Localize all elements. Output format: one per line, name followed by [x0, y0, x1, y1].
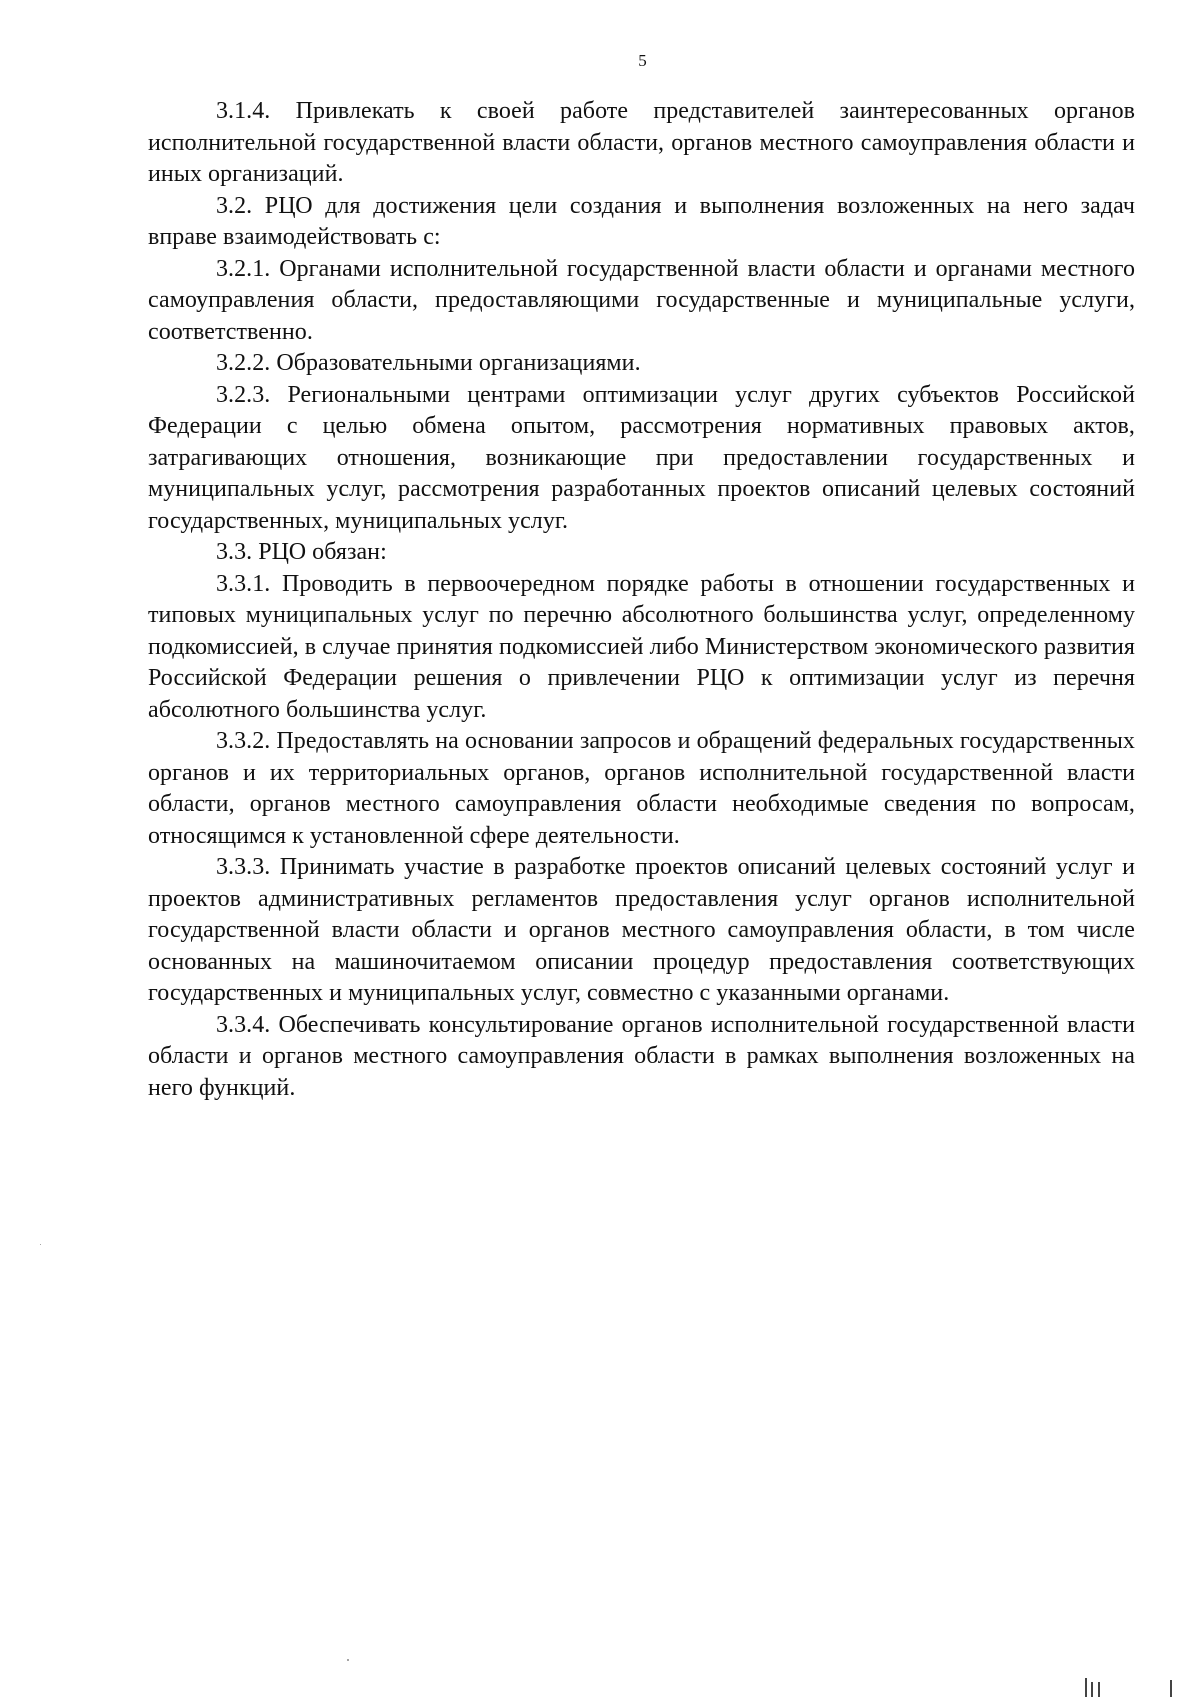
- scan-edge-mark: [1170, 1680, 1172, 1697]
- paragraph-3-2-3: 3.2.3. Региональными центрами оптимизации услуг других субъектов Российской Федерации с целью обмена опытом, рассмотрения нормативных правовых актов, затрагивающих отношения, возникающие при предоставлении государственных и муниципальных услуг, рассмотрения разработанных проектов описаний целевых состояний государственных, муниципальных услуг.: [148, 381, 1135, 534]
- scan-edge-mark: [1085, 1678, 1087, 1697]
- paragraph-3-3: 3.3. РЦО обязан:: [216, 539, 387, 565]
- paragraph-3-3-1: 3.3.1. Проводить в первоочередном порядке работы в отношении государственных и типовых муниципальных услуг по перечню абсолютного большинства услуг, определенному подкомиссией, в случае принятия подкомиссией либо Министерством экономического развития Российской Федерации решения о привлечении РЦО к оптимизации услуг из перечня абсолютного большинства услуг.: [148, 570, 1135, 723]
- paragraph-3-1-4: 3.1.4. Привлекать к своей работе представителей заинтересованных органов исполнительной государственной власти области, органов местного самоуправления области и иных организаций.: [148, 98, 1135, 187]
- scan-edge-mark: [1091, 1682, 1093, 1697]
- paragraph-3-2-2: 3.2.2. Образовательными организациями.: [216, 350, 641, 376]
- document-body: [148, 96, 1135, 1104]
- paragraph-3-3-3: 3.3.3. Принимать участие в разработке проектов описаний целевых состояний услуг и проектов административных регламентов предоставления услуг органов исполнительной государственной власти области и органов местного самоуправления области, в том числе основанных на машиночитаемом описании процедур предоставления соответствующих государственных и муниципальных услуг, совместно с указанными органами.: [148, 854, 1135, 1006]
- paragraph-3-3-2: 3.3.2. Предоставлять на основании запросов и обращений федеральных государственных органов и их территориальных органов, органов исполнительной государственной власти области, органов местного самоуправления области необходимые сведения по вопросам, относящимся к установленной сфере деятельности.: [148, 728, 1135, 849]
- page-number: 5: [638, 51, 647, 70]
- scan-edge-mark: [1098, 1682, 1100, 1697]
- scan-speck: [347, 1659, 349, 1661]
- paragraph-3-3-4: 3.3.4. Обеспечивать консультирование органов исполнительной государственной власти области и органов местного самоуправления области в рамках выполнения возложенных на него функций.: [148, 1011, 1135, 1101]
- paragraph-3-2-1: 3.2.1. Органами исполнительной государственной власти области и органами местного самоуправления области, предоставляющими государственные и муниципальные услуги, соответственно.: [148, 255, 1135, 345]
- paragraph-3-2: 3.2. РЦО для достижения цели создания и выполнения возложенных на него задач вправе взаимодействовать с:: [148, 192, 1135, 250]
- scan-speck: [40, 1244, 41, 1245]
